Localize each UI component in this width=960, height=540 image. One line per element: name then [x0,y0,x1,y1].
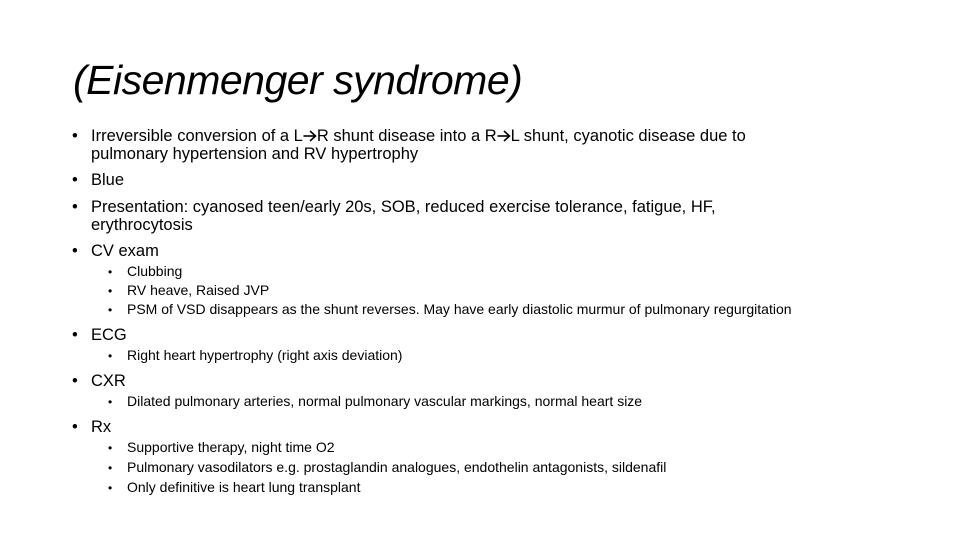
bullet-marker: • [72,127,78,145]
bullet-text: Blue [91,171,125,189]
sub-bullet-marker: • [108,481,113,495]
bullet-item-cv-exam [72,242,159,260]
bullet-marker: • [72,418,78,436]
sub-bullet-item [108,457,666,478]
bullet-item-cxr [72,372,126,390]
bullet-item-ecg [72,326,127,344]
sub-bullet-marker: • [108,349,113,363]
bullet-text [91,127,746,163]
sub-bullet-text: PSM of VSD disappears as the shunt reverses. May have early diastolic murmur of pulmonary regurgitation [127,301,792,317]
bullet-marker: • [72,198,78,216]
sub-bullet-text: Pulmonary vasodilators e.g. prostaglandin analogues, endothelin antagonists, sildenafil [127,459,667,475]
presentation-text-line1: Presentation: cyanosed teen/early 20s, SOB, reduced exercise tolerance, fatigue, HF, [91,198,716,216]
bullet-marker: • [72,242,78,260]
sub-bullet-item [108,345,402,366]
sub-bullet-text: RV heave, Raised JVP [127,282,270,298]
right-arrow-icon [497,130,511,142]
sub-bullet-marker: • [108,441,113,455]
sub-bullet-marker: • [108,461,113,475]
sub-bullet-item [108,280,269,301]
conversion-text-part3: L shunt, cyanotic disease due to [510,127,746,145]
bullet-item-presentation [72,198,716,234]
sub-bullet-marker: • [108,303,113,317]
sub-bullet-marker: • [108,284,113,298]
conversion-text-line2: pulmonary hypertension and RV hypertrophy [91,145,419,163]
bullet-text: CV exam [91,242,159,260]
bullet-item-blue [72,171,124,189]
bullet-text [91,198,716,234]
bullet-marker: • [72,372,78,390]
sub-bullet-text: Supportive therapy, night time O2 [127,439,335,455]
bullet-marker: • [72,326,78,344]
conversion-text-part1: Irreversible conversion of a L [91,127,303,145]
right-arrow-icon [303,130,317,142]
slide-title: (Eisenmenger syndrome) [73,57,523,103]
sub-bullet-item [108,391,642,412]
bullet-text: ECG [91,326,127,344]
sub-bullet-text: Right heart hypertrophy (right axis deviation) [127,347,403,363]
sub-bullet-item [108,437,335,458]
sub-bullet-item [108,477,360,498]
bullet-item-rx [72,418,111,436]
conversion-text-part2: R shunt disease into a R [316,127,497,145]
sub-bullet-item [108,261,182,282]
sub-bullet-item [108,299,792,320]
bullet-marker: • [72,171,78,189]
bullet-text: Rx [91,418,112,436]
bullet-text: CXR [91,372,126,390]
sub-bullet-text: Clubbing [127,263,183,279]
sub-bullet-text: Dilated pulmonary arteries, normal pulmonary vascular markings, normal heart size [127,393,643,409]
sub-bullet-marker: • [108,265,113,279]
sub-bullet-marker: • [108,395,113,409]
presentation-text-line2: erythrocytosis [91,216,193,234]
sub-bullet-text: Only definitive is heart lung transplant [127,479,361,495]
bullet-item-conversion [72,127,746,163]
